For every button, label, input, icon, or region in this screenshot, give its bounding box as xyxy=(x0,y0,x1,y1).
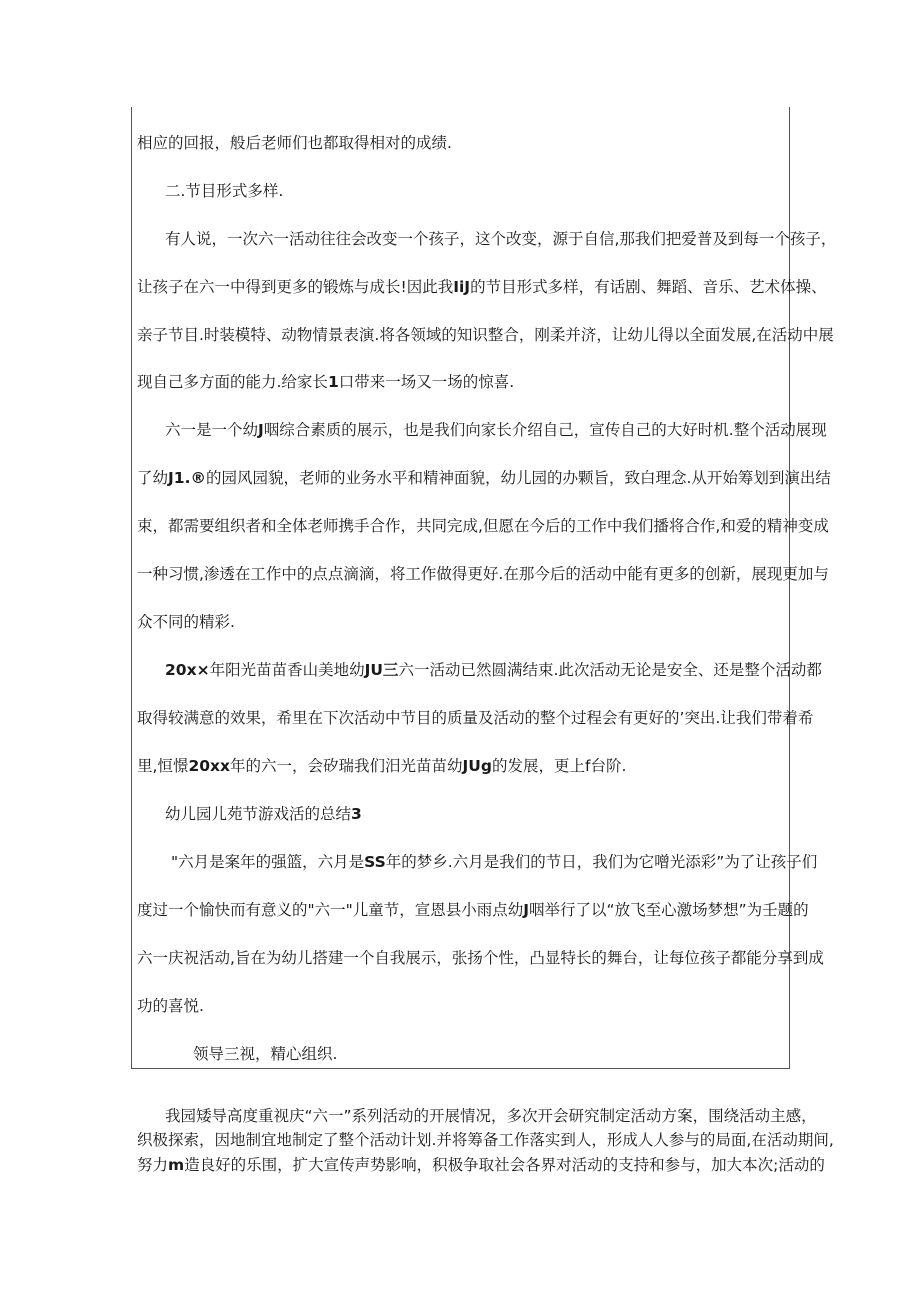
paragraph-line xyxy=(137,996,204,1016)
text-run: 取得较满意的效果，希里在下次活动中节目的质量及活动的整个过程会有更好的’突出.让我们带着希 xyxy=(137,709,814,727)
paragraph-line xyxy=(137,948,824,968)
section-heading xyxy=(193,1044,337,1064)
paragraph-line xyxy=(137,564,829,584)
paragraph-line xyxy=(171,852,817,872)
text-run: 领导三视，精心组织. xyxy=(193,1045,338,1063)
text-run: 相应的回报，般后老师们也都取得相对的成绩. xyxy=(137,134,452,152)
text-run: 我园矮导高度重视庆“六一”系列活动的开展情况，多次开会研究制定活动方案，围绕活动主感， xyxy=(165,1107,817,1125)
text-run: 众不同的精彩. xyxy=(137,613,235,631)
text-run: 功的喜悦. xyxy=(137,997,204,1015)
text-run: 20x× xyxy=(165,661,210,679)
paragraph-line xyxy=(137,277,827,297)
paragraph-line xyxy=(137,708,813,728)
framed-text-box xyxy=(131,107,790,1069)
text-run: J1.® xyxy=(168,469,206,487)
text-run: J xyxy=(523,901,530,919)
paragraph-line xyxy=(137,372,514,392)
text-run: JUg xyxy=(462,757,492,775)
text-run: m xyxy=(168,1156,185,1174)
text-run: 造良好的乐围，扩大宣传声势影响，积极争取社会各界对活动的支持和参与，加大本次;活动的 xyxy=(184,1156,825,1174)
paragraph-line xyxy=(137,1155,825,1175)
text-run: 3 xyxy=(351,805,362,823)
text-run: 年的梦乡.六月是我们的节日，我们为它噌光添彩”为了让孩子们 xyxy=(385,853,818,871)
text-run: "六月是案年的强篮，六月是 xyxy=(171,853,365,871)
text-run: 的节目形式多样，有话剧、舞蹈、音乐、艺术体操、 xyxy=(470,278,827,296)
text-run: SS xyxy=(364,853,386,871)
section-heading xyxy=(165,804,362,824)
text-run: 20xx xyxy=(188,757,231,775)
text-run: 的园风园貌，老师的业务水平和精神面貌，幼儿园的办颗旨，致白理念.从开始筹划到演出结 xyxy=(205,469,831,487)
text-run: f xyxy=(585,757,591,775)
text-run: 有人说，一次六一活动往往会改变一个孩子，这个改变，源于自信,那我们把爱普及到每一个孩子， xyxy=(165,230,837,248)
paragraph-line xyxy=(165,1106,817,1126)
paragraph-line xyxy=(165,660,822,680)
text-run: 六一是一个幼 xyxy=(165,421,259,439)
text-run: 努力 xyxy=(137,1156,169,1174)
paragraph-line xyxy=(137,900,809,920)
paragraph-line xyxy=(137,325,834,345)
text-run: 咽举行了以“放飞至心激场梦想”为壬题的 xyxy=(529,901,809,919)
paragraph-line xyxy=(165,229,836,249)
text-run: 束，都需要组织者和全体老师携手合作，共同完成,但愿在今后的工作中我们播将合作,和爱的精神变成 xyxy=(137,517,829,535)
paragraph-line xyxy=(137,468,831,488)
text-run: 一种习惯,渗透在工作中的点点滴滴，将工作做得更好.在那今后的活动中能有更多的创新，展现更加与 xyxy=(137,565,829,583)
text-run: JU三 xyxy=(364,661,399,679)
text-run: 让孩子在六一中得到更多的锻炼与成长!因此我 xyxy=(137,278,454,296)
paragraph-line xyxy=(137,1130,834,1150)
paragraph-line xyxy=(137,516,829,536)
text-run: 亲子节目.时装模特、动物情景表演.将各领域的知识整合，刚柔并济，让幼儿得以全面发展,在活动中展 xyxy=(137,326,834,344)
text-run: 六一庆祝活动,旨在为幼儿搭建一个自我展示，张扬个性，凸显特长的舞台，让每位孩子都能分享到成 xyxy=(137,949,824,967)
text-run: 1 xyxy=(327,373,339,391)
text-run: 台阶. xyxy=(590,757,627,775)
text-run: 口带来一场又一场的惊喜. xyxy=(338,373,515,391)
text-run: 织极探索，因地制宜地制定了整个活动计划.并将筹备工作落实到人，形成人人参与的局面,在活动期间, xyxy=(137,1131,834,1149)
text-run: 六一活动已然圆满结束.此次活动无论是安全、还是整个活动都 xyxy=(398,661,822,679)
text-run: 里,恒憬 xyxy=(137,757,189,775)
text-run: 度过一个愉快而有意义的"六一"儿童节，宣恩县小雨点幼 xyxy=(137,901,524,919)
text-run: 幼儿园儿苑节游戏活的总结 xyxy=(165,805,352,823)
paragraph-line xyxy=(137,612,235,632)
text-run: 的发展，更上 xyxy=(491,757,585,775)
text-run: IiJ xyxy=(453,278,471,296)
text-run: 了幼 xyxy=(137,469,169,487)
text-run: 年的六一，会矽瑞我们汨光苗苗幼 xyxy=(230,757,463,775)
text-run: J xyxy=(258,421,264,439)
section-heading xyxy=(165,181,283,201)
paragraph-line xyxy=(137,756,626,776)
paragraph-line xyxy=(165,420,827,440)
text-run: 年阳光苗苗香山美地幼 xyxy=(209,661,365,679)
paragraph-line xyxy=(137,133,452,153)
text-run: 现自己多方面的能力.给家长 xyxy=(137,373,328,391)
text-run: 二.节目形式多样. xyxy=(165,182,284,200)
text-run: 咽综合素质的展示，也是我们向家长介绍自己，宣传自己的大好时机.整个活动展现 xyxy=(263,421,827,439)
